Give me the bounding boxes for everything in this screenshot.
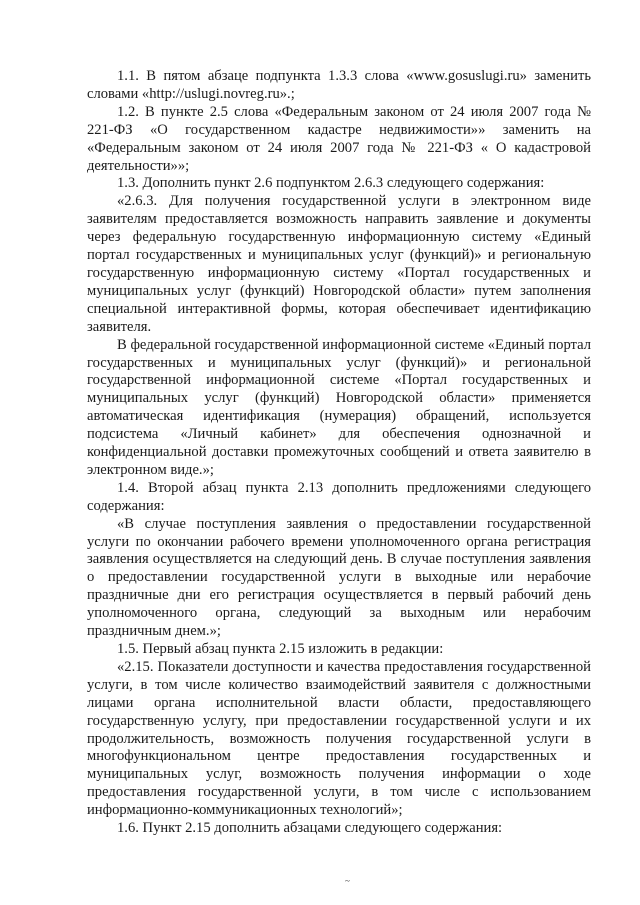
- paragraph-1-1: 1.1. В пятом абзаце подпункта 1.3.3 слова «www.gosuslugi.ru» заменить словами «http://uslugi.novreg.ru».;: [87, 68, 591, 102]
- document-body: [87, 68, 591, 838]
- paragraph-2-15: «2.15. Показатели доступности и качества предоставления государственной услуги, в том числе количество взаимодействий заявителя с должностными лицами органа исполнительной власти области, предоставляющего государственную услугу, при предоставлении государственной услуги и их продолжительность, возможность получения государственной услуги в многофункциональном центре предоставления государственных и муниципальных услуг, возможность получения информации о ходе предоставления государственной услуги, в том числе с использованием информационно-коммуникационных технологий»;: [87, 658, 591, 819]
- paragraph-1-3: 1.3. Дополнить пункт 2.6 подпунктом 2.6.3 следующего содержания:: [117, 175, 545, 192]
- paragraph-federal-system: В федеральной государственной информационной системе «Единый портал государственных и муниципальных услуг (функций)» и региональной государственной информационной системе «Портал государственных и муниципальных услуг (функций) Новгородской области» применяется автоматическая идентификация (нумерация) обращений, используется подсистема «Личный кабинет» для обеспечения однозначной и конфиденциальной доставки промежуточных сообщений и ответа заявителю в электронном виде.»;: [87, 336, 591, 478]
- page-number-mark: ~: [345, 876, 350, 886]
- paragraph-2-6-3: «2.6.3. Для получения государственной услуги в электронном виде заявителям предоставляется возможность направить заявление и документы через федеральную государственную информационную систему «Единый портал государственных и муниципальных услуг (функций)» и региональную государственную информационную систему «Портал государственных и муниципальных услуг (функций) Новгородской области» путем заполнения специальной интерактивной формы, которая обеспечивает идентификацию заявителя.: [87, 193, 591, 335]
- paragraph-registration: «В случае поступления заявления о предоставлении государственной услуги по окончании рабочего времени уполномоченного органа регистрация заявления осуществляется на следующий день. В случае поступления заявления о предоставлении государственной услуги в выходные или нерабочие праздничные дни его регистрация осуществляется в первый рабочий день уполномоченного органа, следующий за выходным или нерабочим праздничным днем.»;: [87, 515, 591, 640]
- paragraph-1-6: 1.6. Пункт 2.15 дополнить абзацами следующего содержания:: [117, 820, 503, 837]
- paragraph-1-5: 1.5. Первый абзац пункта 2.15 изложить в редакции:: [117, 641, 444, 657]
- paragraph-1-2: 1.2. В пункте 2.5 слова «Федеральным законом от 24 июля 2007 года № 221-ФЗ «О государственном кадастре недвижимости»» заменить на «Федеральным законом от 24 июля 2007 года № 221-ФЗ « О кадастровой деятельности»»;: [87, 103, 591, 174]
- paragraph-1-4: 1.4. Второй абзац пункта 2.13 дополнить предложениями следующего содержания:: [87, 479, 591, 514]
